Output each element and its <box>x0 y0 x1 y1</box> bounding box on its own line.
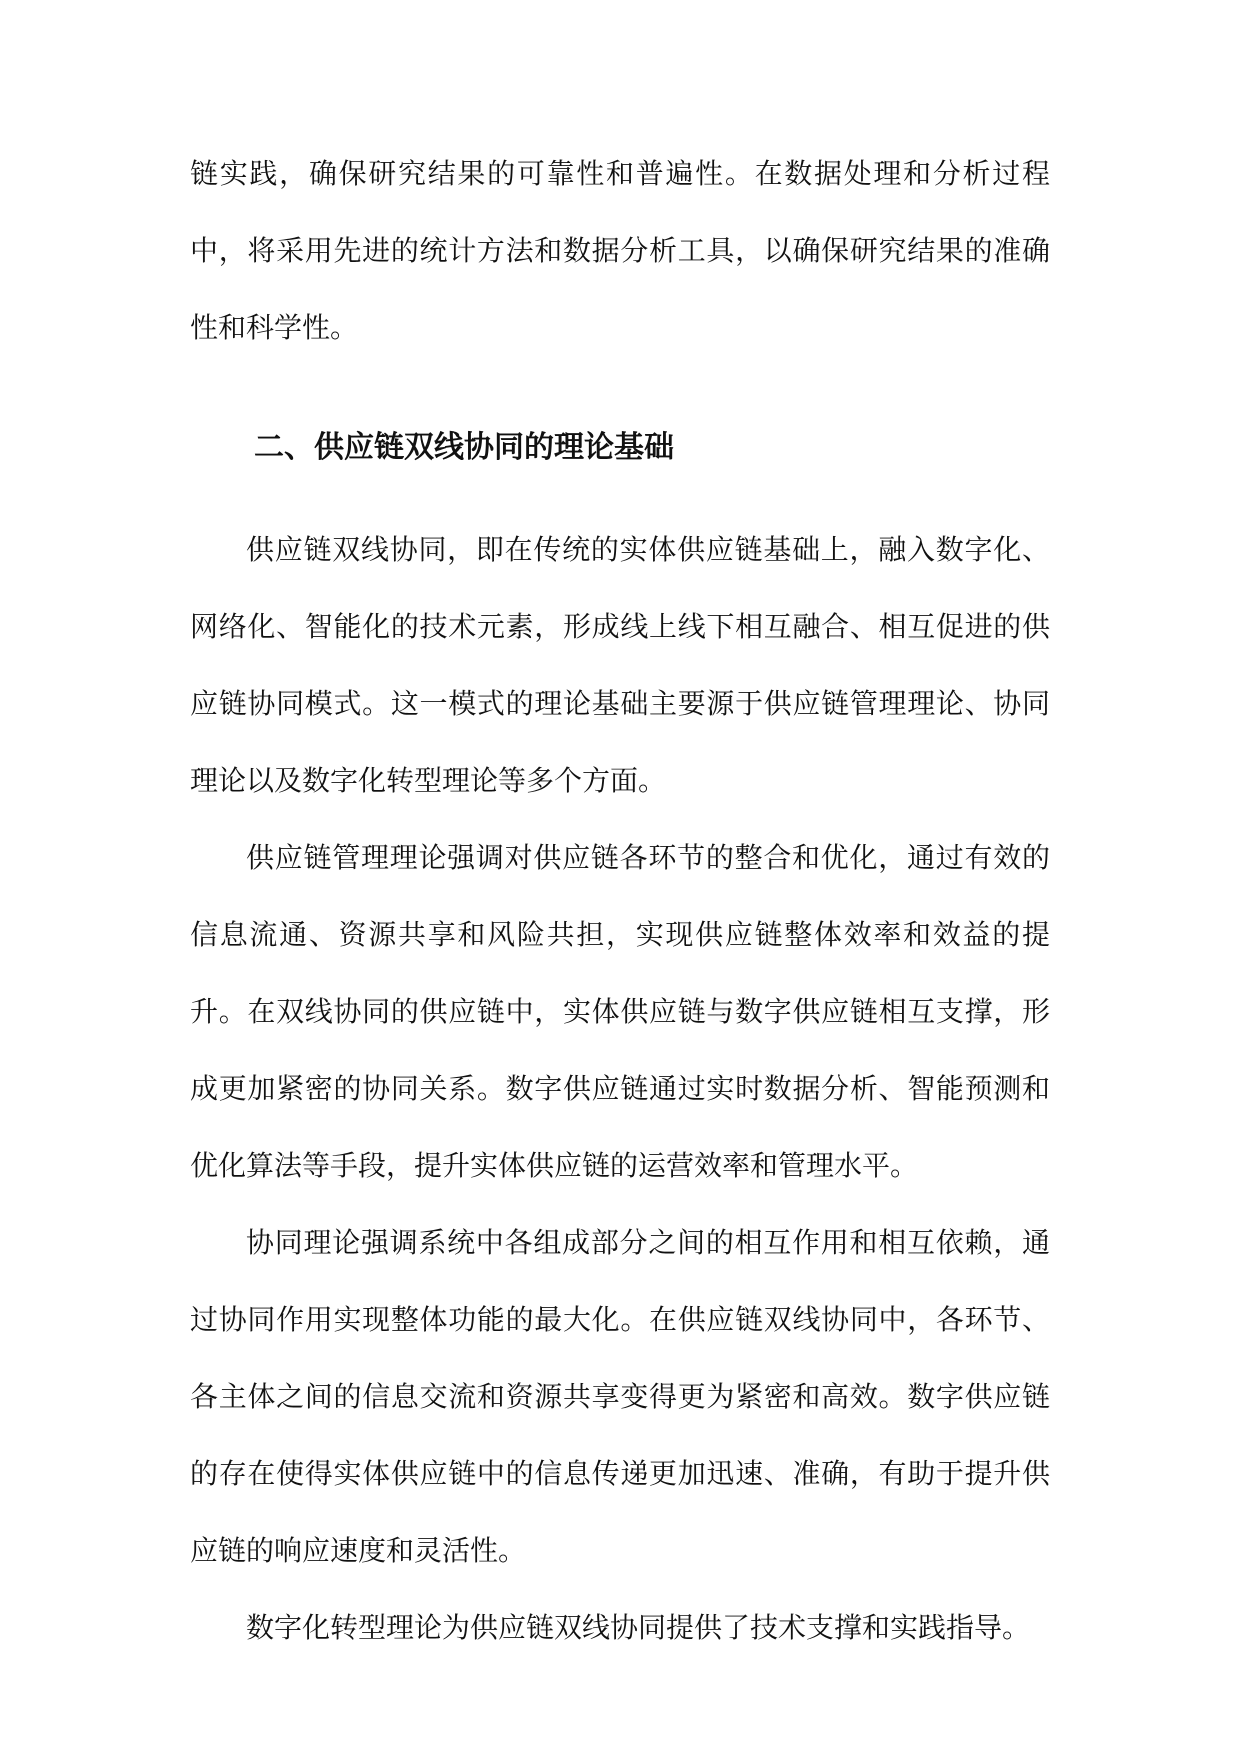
paragraph-supply-chain-dual-line: 供应链双线协同，即在传统的实体供应链基础上，融入数字化、网络化、智能化的技术元素，形成线上线下相互融合、相互促进的供应链协同模式。这一模式的理论基础主要源于供应链管理理论、协同理论以及数字化转型理论等多个方面。 <box>190 533 1050 797</box>
paragraph-digital-transformation-theory: 数字化转型理论为供应链双线协同提供了技术支撑和实践指导。 <box>246 1611 1031 1644</box>
page-content <box>190 135 1050 1666</box>
opening-paragraph: 链实践，确保研究结果的可靠性和普遍性。在数据处理和分析过程中，将采用先进的统计方法和数据分析工具，以确保研究结果的准确性和科学性。 <box>190 157 1050 344</box>
section-heading: 二、供应链双线协同的理论基础 <box>254 430 674 465</box>
paragraph-synergy-theory: 协同理论强调系统中各组成部分之间的相互作用和相互依赖，通过协同作用实现整体功能的最大化。在供应链双线协同中，各环节、各主体之间的信息交流和资源共享变得更为紧密和高效。数字供应链的存在使得实体供应链中的信息传递更加迅速、准确，有助于提升供应链的响应速度和灵活性。 <box>190 1226 1050 1567</box>
paragraph-supply-chain-management-theory: 供应链管理理论强调对供应链各环节的整合和优化，通过有效的信息流通、资源共享和风险共担，实现供应链整体效率和效益的提升。在双线协同的供应链中，实体供应链与数字供应链相互支撑，形成更加紧密的协同关系。数字供应链通过实时数据分析、智能预测和优化算法等手段，提升实体供应链的运营效率和管理水平。 <box>190 841 1050 1182</box>
